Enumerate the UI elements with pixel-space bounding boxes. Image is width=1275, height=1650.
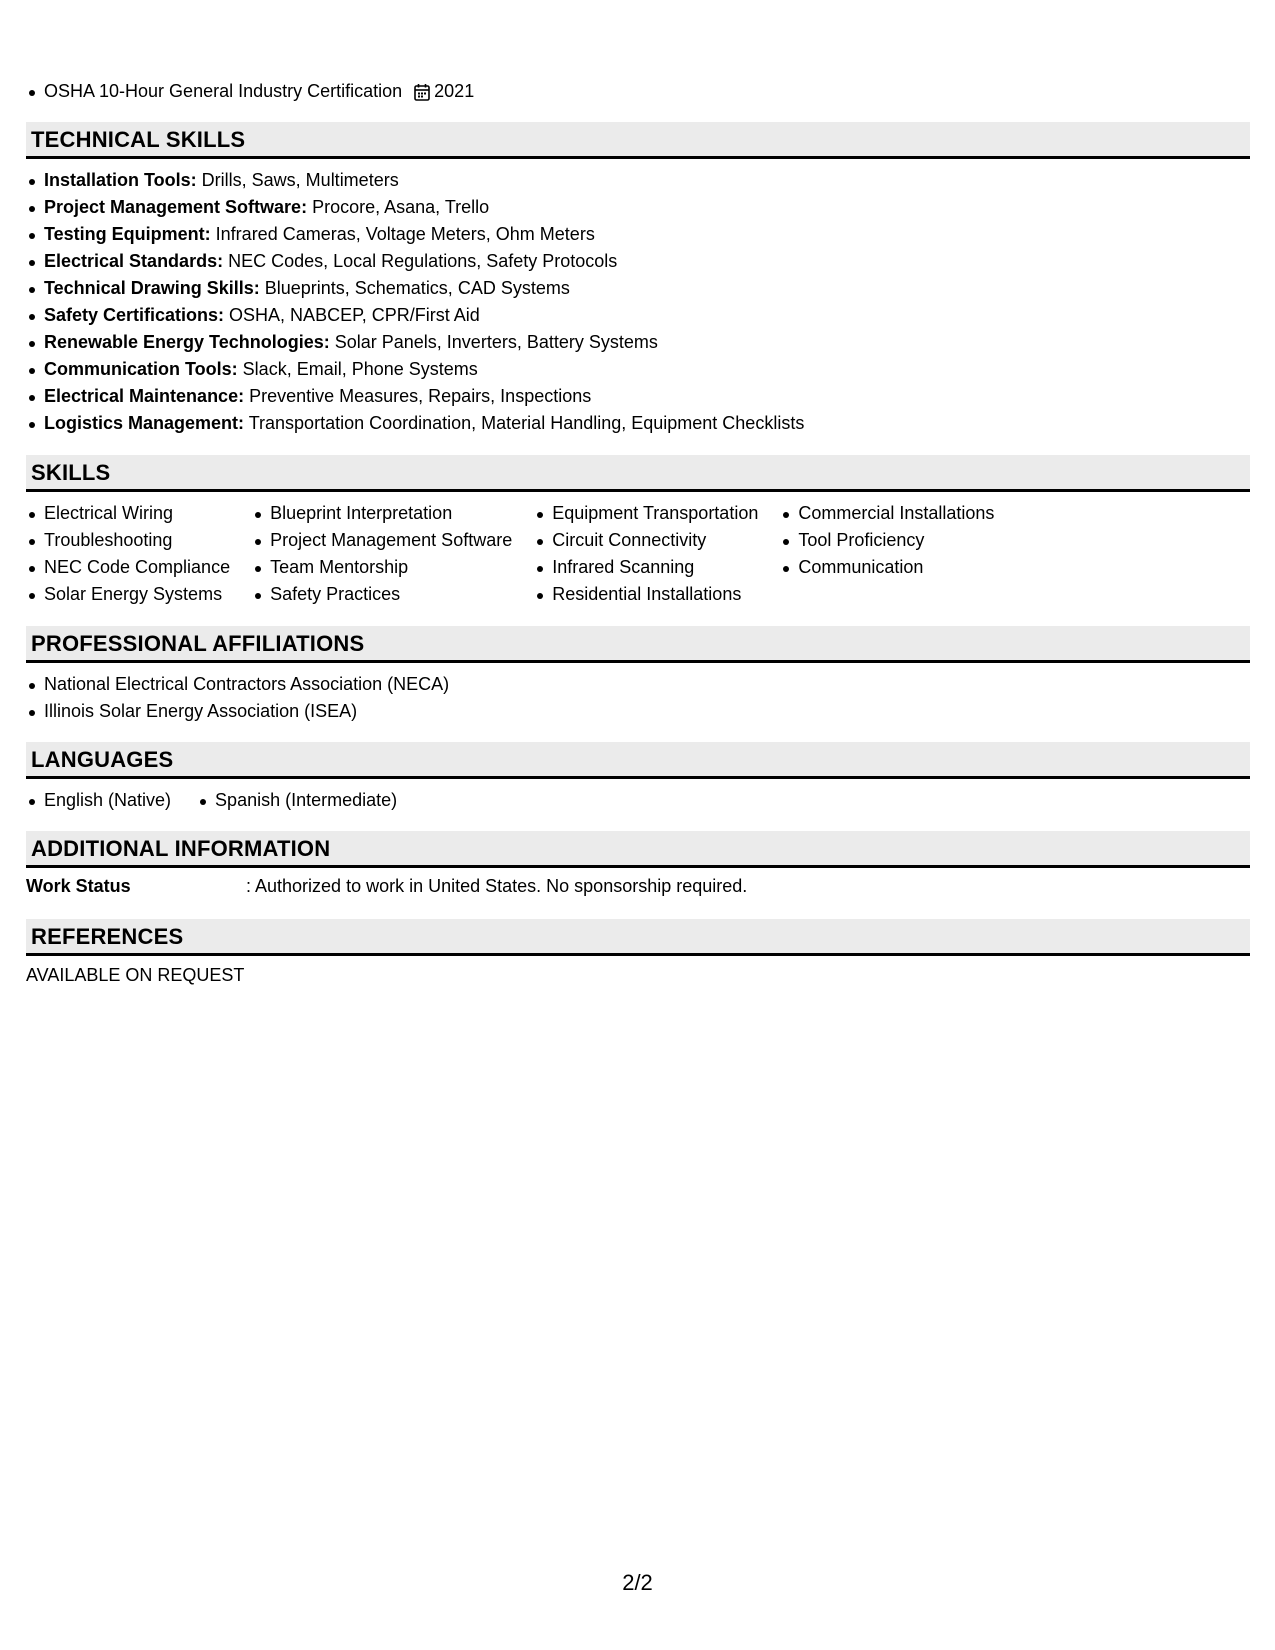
technical-skill-value: Drills, Saws, Multimeters bbox=[196, 170, 399, 190]
technical-skill-label: Safety Certifications: bbox=[44, 305, 225, 325]
skill-item: Safety Practices bbox=[252, 581, 512, 608]
section-header-technical-skills bbox=[26, 122, 1250, 159]
technical-skill-value: Transportation Coordination, Material Handling, Equipment Checklists bbox=[244, 413, 805, 433]
language-item: English (Native) bbox=[26, 787, 171, 814]
technical-skill-value: Preventive Measures, Repairs, Inspections bbox=[244, 386, 592, 406]
technical-skill-item bbox=[26, 275, 804, 302]
certification-date bbox=[414, 81, 474, 102]
skill-item: Troubleshooting bbox=[26, 527, 230, 554]
technical-skill-value: Slack, Email, Phone Systems bbox=[237, 359, 478, 379]
technical-skill-label: Technical Drawing Skills: bbox=[44, 278, 260, 298]
section-header-languages bbox=[26, 742, 1250, 779]
section-title: PROFESSIONAL AFFILIATIONS bbox=[31, 631, 365, 656]
technical-skill-label: Installation Tools: bbox=[44, 170, 197, 190]
skill-item: Electrical Wiring bbox=[26, 500, 230, 527]
technical-skill-label: Testing Equipment: bbox=[44, 224, 211, 244]
skill-item: Team Mentorship bbox=[252, 554, 512, 581]
section-header-references bbox=[26, 919, 1250, 956]
technical-skill-value: NEC Codes, Local Regulations, Safety Protocols bbox=[223, 251, 618, 271]
section-header-additional-information bbox=[26, 831, 1250, 868]
technical-skill-label: Logistics Management: bbox=[44, 413, 245, 433]
certification-year: 2021 bbox=[434, 81, 475, 101]
skills-column bbox=[534, 500, 758, 608]
affiliations-list bbox=[26, 671, 449, 725]
affiliation-item: Illinois Solar Energy Association (ISEA) bbox=[26, 698, 449, 725]
technical-skill-item bbox=[26, 383, 804, 410]
references-text: AVAILABLE ON REQUEST bbox=[26, 965, 245, 985]
technical-skill-item bbox=[26, 302, 804, 329]
skill-item: Communication bbox=[780, 554, 994, 581]
skill-item: Circuit Connectivity bbox=[534, 527, 758, 554]
affiliation-item: National Electrical Contractors Association (NECA) bbox=[26, 671, 449, 698]
additional-info-row bbox=[26, 876, 747, 897]
section-title: LANGUAGES bbox=[31, 747, 174, 772]
skills-grid bbox=[26, 500, 1016, 608]
technical-skill-item bbox=[26, 194, 804, 221]
skills-column bbox=[780, 500, 994, 608]
skill-item: Project Management Software bbox=[252, 527, 512, 554]
section-header-skills bbox=[26, 455, 1250, 492]
technical-skills-list bbox=[26, 167, 804, 437]
certification-name: OSHA 10-Hour General Industry Certification bbox=[44, 81, 403, 101]
technical-skill-item bbox=[26, 167, 804, 194]
technical-skill-item bbox=[26, 329, 804, 356]
technical-skill-label: Electrical Maintenance: bbox=[44, 386, 245, 406]
page-number: 2/2 bbox=[622, 1570, 653, 1595]
section-title: REFERENCES bbox=[31, 924, 184, 949]
skill-item: Commercial Installations bbox=[780, 500, 994, 527]
technical-skill-item bbox=[26, 410, 804, 437]
technical-skill-value: Blueprints, Schematics, CAD Systems bbox=[259, 278, 570, 298]
technical-skill-label: Electrical Standards: bbox=[44, 251, 224, 271]
calendar-icon bbox=[414, 83, 430, 101]
skill-item: Tool Proficiency bbox=[780, 527, 994, 554]
section-title: TECHNICAL SKILLS bbox=[31, 127, 246, 152]
work-status-label: Work Status bbox=[26, 876, 131, 896]
section-title: ADDITIONAL INFORMATION bbox=[31, 836, 331, 861]
section-title: SKILLS bbox=[31, 460, 111, 485]
work-status-value: : Authorized to work in United States. No sponsorship required. bbox=[246, 876, 748, 896]
technical-skill-value: Procore, Asana, Trello bbox=[307, 197, 490, 217]
skill-item: Equipment Transportation bbox=[534, 500, 758, 527]
skill-item: Infrared Scanning bbox=[534, 554, 758, 581]
technical-skill-item bbox=[26, 221, 804, 248]
technical-skill-value: Solar Panels, Inverters, Battery Systems bbox=[329, 332, 658, 352]
skill-item: Blueprint Interpretation bbox=[252, 500, 512, 527]
skills-column bbox=[252, 500, 512, 608]
section-header-affiliations bbox=[26, 626, 1250, 663]
technical-skill-item bbox=[26, 248, 804, 275]
technical-skill-label: Renewable Energy Technologies: bbox=[44, 332, 330, 352]
skills-column bbox=[26, 500, 230, 608]
skill-item: NEC Code Compliance bbox=[26, 554, 230, 581]
technical-skill-value: OSHA, NABCEP, CPR/First Aid bbox=[224, 305, 480, 325]
skill-item: Residential Installations bbox=[534, 581, 758, 608]
list-item bbox=[26, 78, 402, 105]
technical-skill-value: Infrared Cameras, Voltage Meters, Ohm Meters bbox=[210, 224, 595, 244]
language-item: Spanish (Intermediate) bbox=[197, 787, 397, 814]
skill-item: Solar Energy Systems bbox=[26, 581, 230, 608]
technical-skill-label: Project Management Software: bbox=[44, 197, 308, 217]
certification-item bbox=[26, 78, 474, 105]
technical-skill-item bbox=[26, 356, 804, 383]
technical-skill-label: Communication Tools: bbox=[44, 359, 238, 379]
languages-list bbox=[26, 787, 423, 814]
